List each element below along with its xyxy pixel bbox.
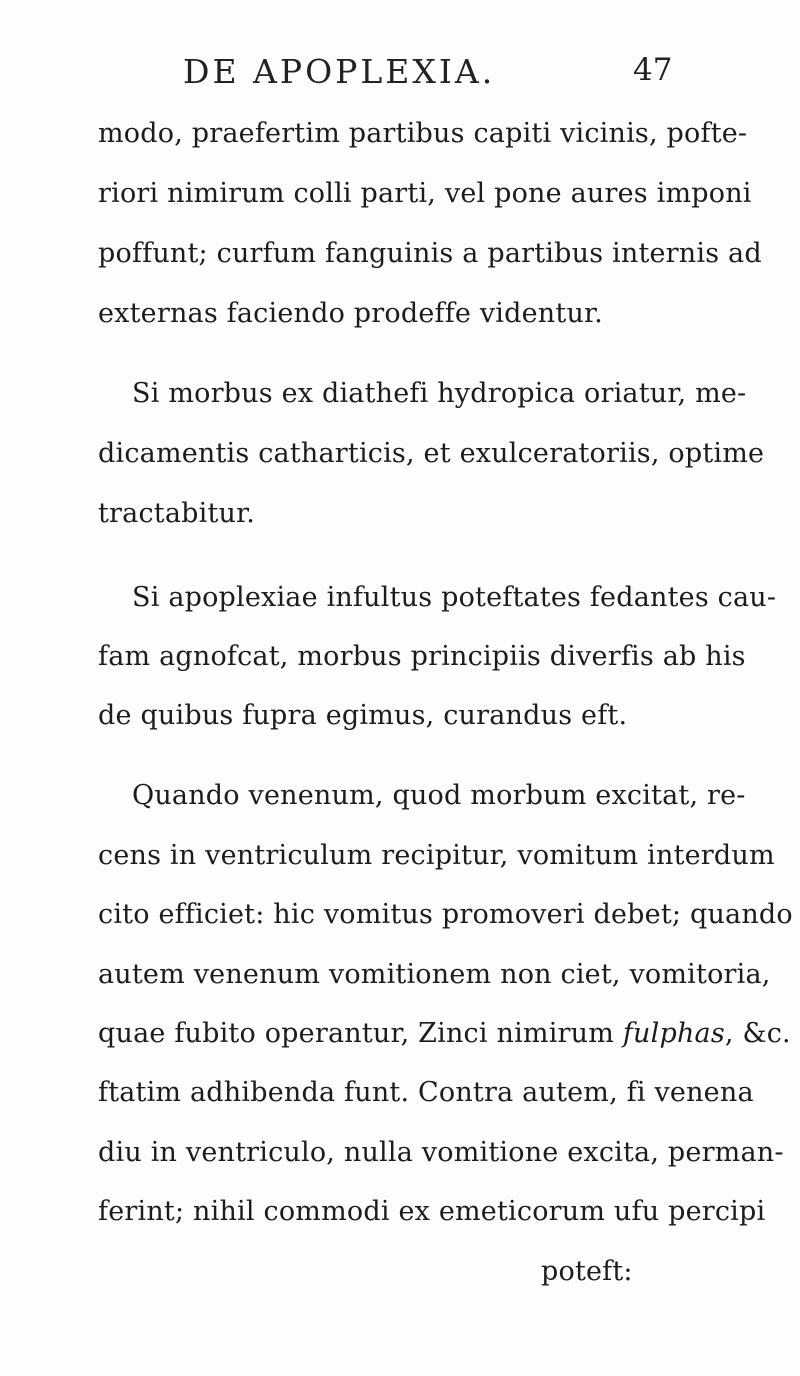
page-number: 47 (633, 52, 673, 88)
text-line: ftatim adhibenda funt. Contra autem, fi venena (98, 1077, 754, 1108)
catchword: poteft: (541, 1256, 633, 1287)
text-line (98, 1018, 791, 1049)
text-line: tractabitur. (98, 498, 256, 529)
text-line: dicamentis catharticis, et exulceratoriis, optime (98, 438, 765, 469)
italic-term: fulphas (622, 1018, 725, 1049)
text-line: externas faciendo prodeffe videntur. (98, 298, 603, 329)
text-line: cens in ventriculum recipitur, vomitum interdum (98, 840, 775, 871)
running-title: DE APOPLEXIA. (183, 52, 496, 91)
text-line: Si morbus ex diathefi hydropica oriatur, me- (132, 378, 747, 409)
text-line: fam agnofcat, morbus principiis diverfis ab his (98, 641, 746, 672)
text-line: de quibus fupra egimus, curandus eft. (98, 700, 628, 731)
text-line: riori nimirum colli parti, vel pone aures imponi (98, 178, 752, 209)
text-line: Quando venenum, quod morbum excitat, re- (132, 780, 746, 811)
text-line: cito efficiet: hic vomitus promoveri debet; quando (98, 899, 793, 930)
text-line: diu in ventriculo, nulla vomitione excita, perman- (98, 1137, 784, 1168)
text-line: poffunt; curfum fanguinis a partibus internis ad (98, 238, 762, 269)
text-line: autem venenum vomitionem non ciet, vomitoria, (98, 959, 771, 990)
text-line: ferint; nihil commodi ex emeticorum ufu percipi (98, 1196, 766, 1227)
text-line: modo, praefertim partibus capiti vicinis, pofte- (98, 118, 748, 149)
text-line-end: , &c. (724, 1018, 791, 1049)
text-line: Si apoplexiae infultus poteftates fedantes cau- (132, 582, 777, 613)
text-line-start: quae fubito operantur, Zinci nimirum (98, 1018, 623, 1049)
